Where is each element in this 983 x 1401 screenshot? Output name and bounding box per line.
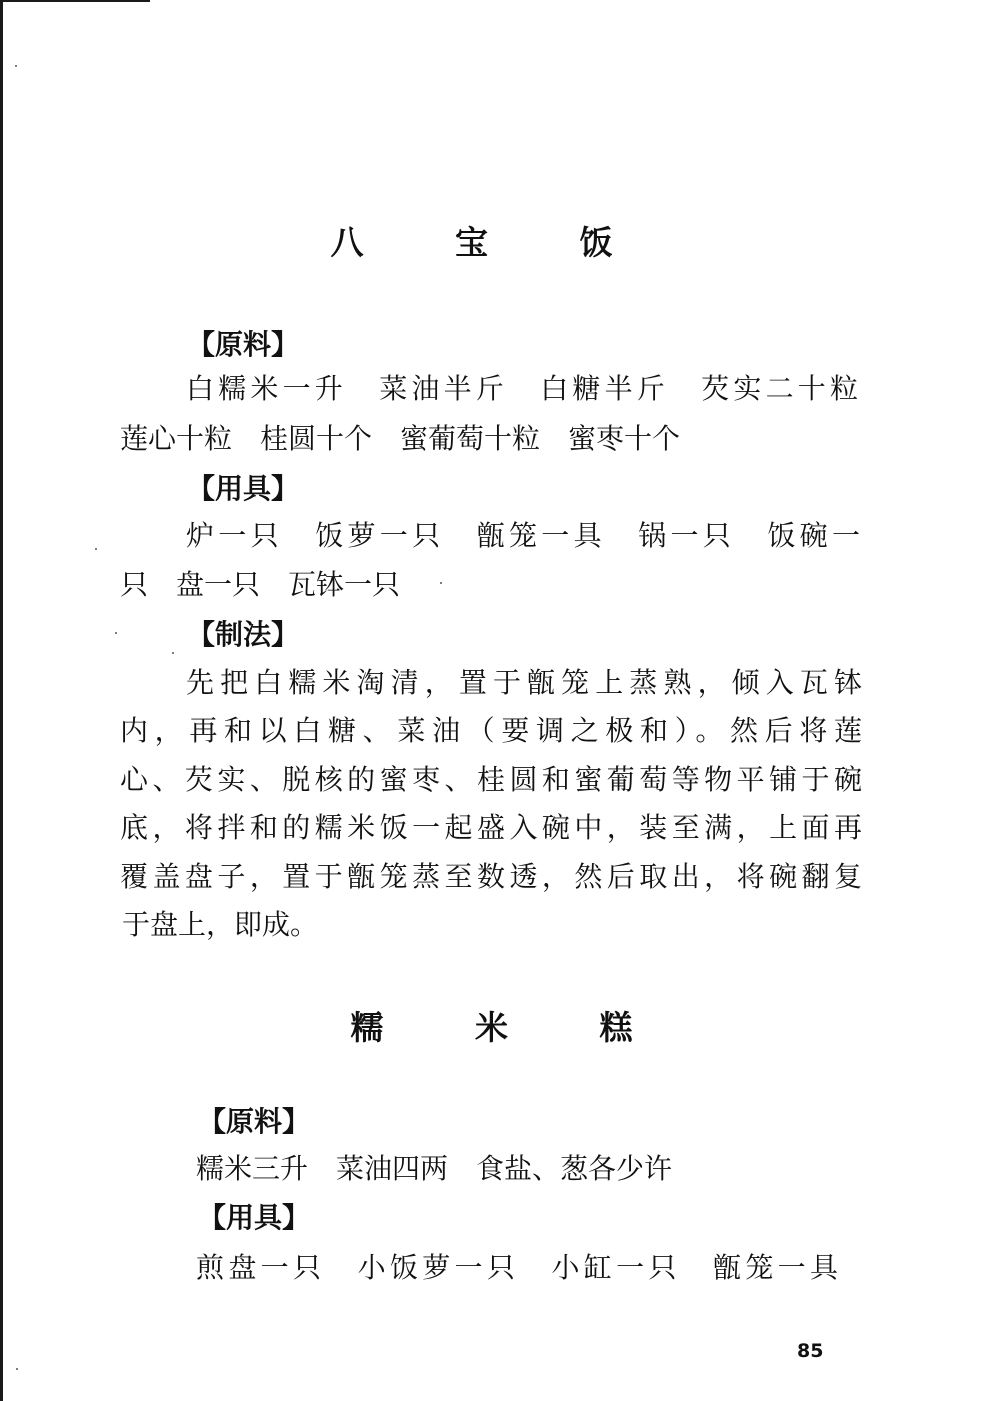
scan-speck <box>440 582 442 584</box>
scan-edge <box>0 0 3 1401</box>
tools-line: 煎盘一只 小饭萝一只 小缸一只 甑笼一具 <box>196 1251 838 1284</box>
scan-speck <box>172 652 174 654</box>
method-line: 于盘上，即成。 <box>122 908 319 941</box>
ingredients-line: 白糯米一升 菜油半斤 白糖半斤 芡实二十粒 <box>186 372 858 405</box>
recipe-title-babaofan: 八 宝 饭 <box>330 223 653 262</box>
ingredients-line: 莲心十粒 桂圆十个 蜜葡萄十粒 蜜枣十个 <box>120 422 681 455</box>
scan-speck <box>95 548 97 550</box>
tools-line: 炉一只 饭萝一只 甑笼一具 锅一只 饭碗一 <box>186 519 860 552</box>
tools-line: 只 盘一只 瓦钵一只 <box>120 568 401 601</box>
scan-speck <box>15 65 17 67</box>
scan-speck <box>16 1368 18 1370</box>
tools-header: 【用具】 <box>198 1201 311 1234</box>
method-header: 【制法】 <box>187 618 300 651</box>
ingredients-header: 【原料】 <box>187 328 300 361</box>
method-line: 覆盖盘子，置于甑笼蒸至数透，然后取出，将碗翻复 <box>120 860 862 893</box>
page-number: 85 <box>797 1340 824 1362</box>
recipe-title-nuomigao: 糯 米 糕 <box>350 1008 673 1047</box>
method-line: 先把白糯米淘清，置于甑笼上蒸熟，倾入瓦钵 <box>186 666 862 699</box>
method-line: 底，将拌和的糯米饭一起盛入碗中，装至满，上面再 <box>120 811 862 844</box>
ingredients-header: 【原料】 <box>198 1105 311 1138</box>
tools-header: 【用具】 <box>187 472 300 505</box>
ingredients-line: 糯米三升 菜油四两 食盐、葱各少许 <box>196 1152 673 1185</box>
method-line: 内，再和以白糖、菜油（要调之极和）。然后将莲 <box>120 714 862 747</box>
scan-edge-top <box>0 0 150 2</box>
scan-speck <box>115 632 117 634</box>
method-line: 心、芡实、脱核的蜜枣、桂圆和蜜葡萄等物平铺于碗 <box>120 763 862 796</box>
